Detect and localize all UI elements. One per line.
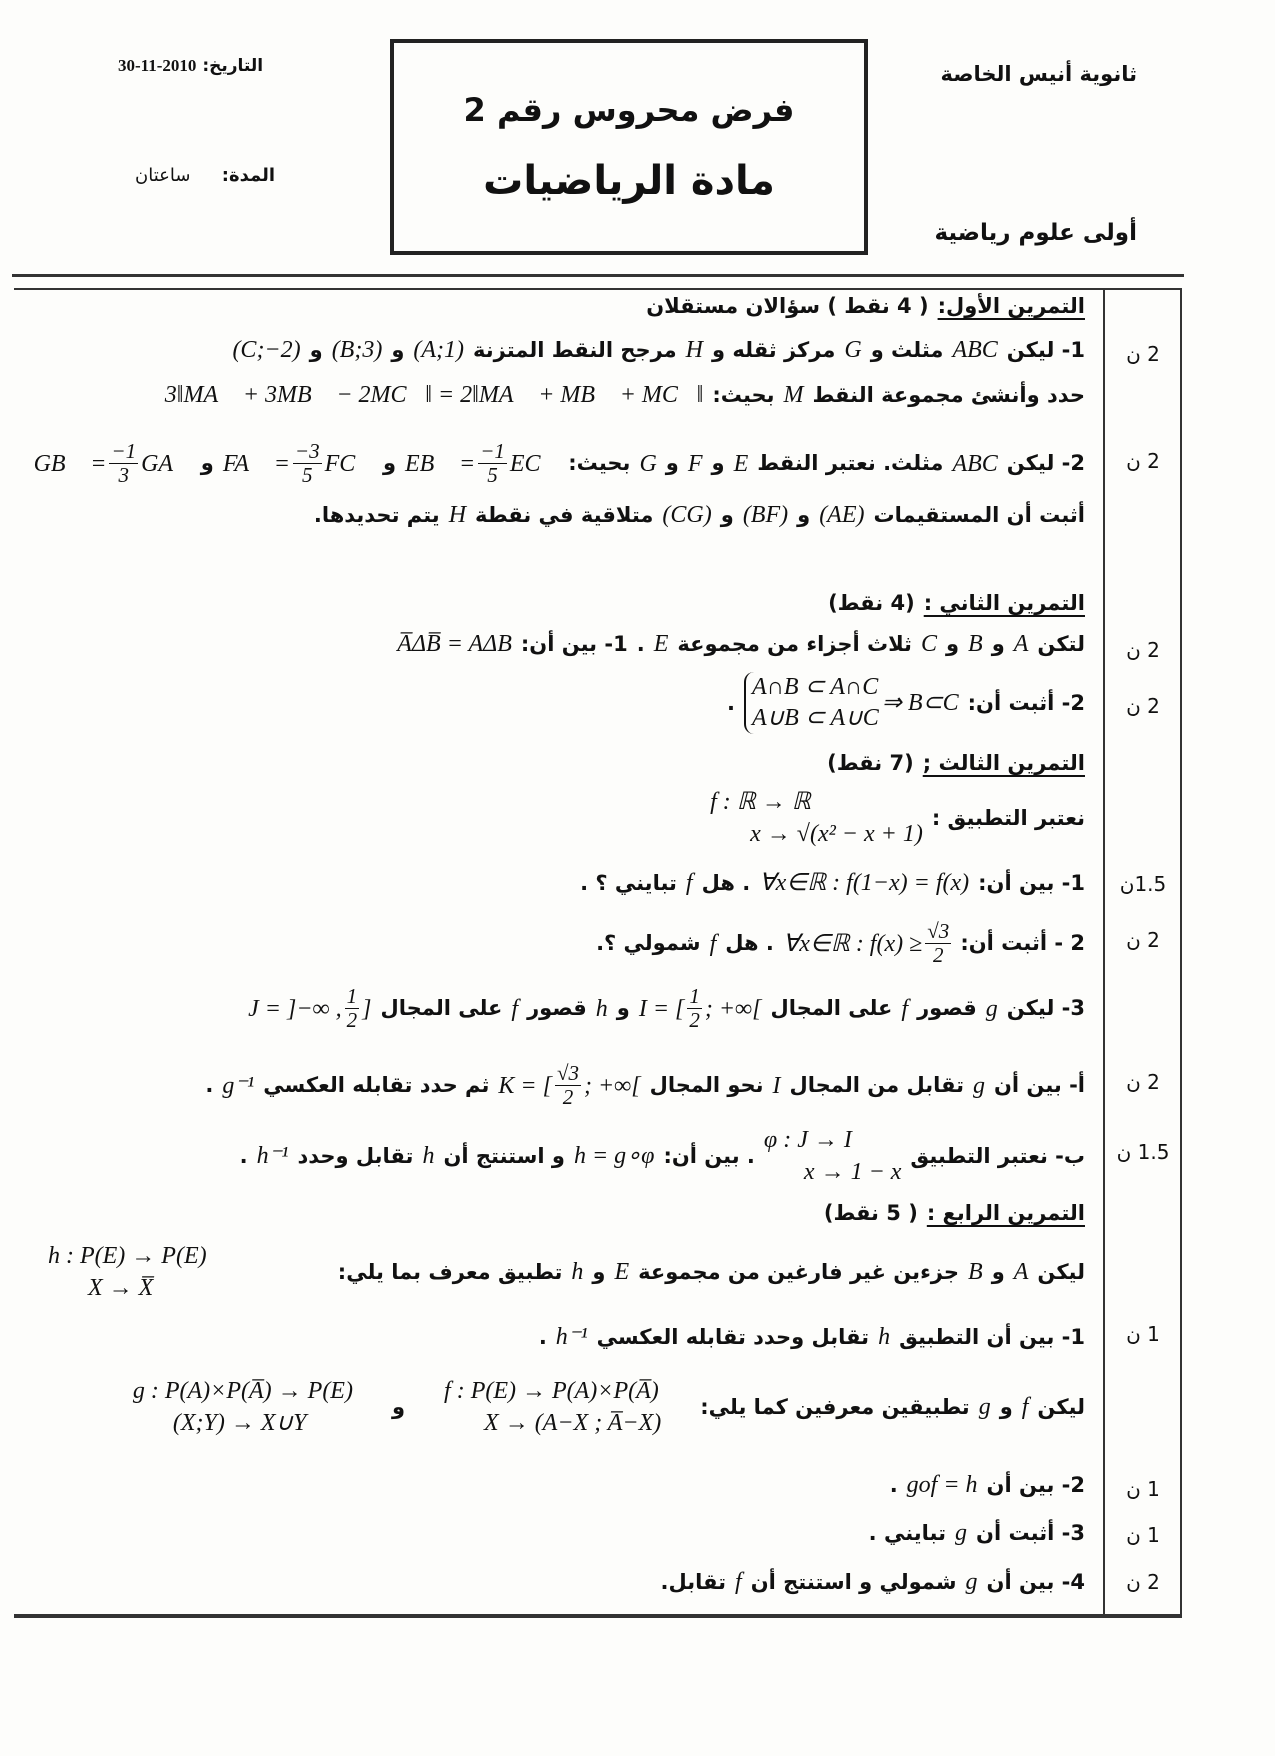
exam-title: فرض محروس رقم 2 [463, 91, 795, 129]
text-segment: لتكن [1037, 631, 1085, 656]
math-expression: (B;3) [331, 337, 383, 363]
text-segment: نحو المجال [649, 1073, 764, 1098]
points-value: 2 ن [1126, 449, 1160, 473]
math-expression: (AE) [819, 502, 865, 528]
exercise-heading: التمرين الرابع : [926, 1201, 1085, 1225]
math-expression: F [687, 450, 703, 477]
text-segment: و [616, 996, 630, 1021]
text-segment: و [665, 451, 679, 476]
denominator: 2 [933, 943, 944, 968]
exam-line [48, 1062, 1085, 1109]
text-segment: تبايني ؟ . [580, 870, 677, 895]
math-term: EC⃗ [509, 450, 560, 477]
mapping-row: g : P(A)×P(A̅) → P(E) [132, 1378, 353, 1404]
math-equation [639, 985, 762, 1032]
mapping-row: X → X̅ [88, 1275, 154, 1302]
math-equation [248, 985, 371, 1032]
text-segment: . [726, 691, 735, 716]
text-segment: مثلث. نعتبر النقط [757, 451, 944, 476]
text-segment: تقابل وحدد تقابله العكسي [596, 1324, 870, 1349]
exam-line [48, 786, 1085, 851]
text-segment: جزءين غير فارغين من مجموعة [638, 1260, 960, 1285]
text-segment: و [991, 1260, 1005, 1285]
exam-line [48, 335, 1085, 365]
function-definition [764, 1124, 902, 1189]
math-expression: ∀x∈ℝ : f(1−x) = f(x) [759, 870, 970, 896]
denominator: 5 [487, 463, 498, 488]
math-term: GA⃗ [141, 450, 192, 477]
frame-bottom [14, 1614, 1182, 1617]
math-expression: E [733, 450, 749, 477]
function-definition [48, 1240, 207, 1305]
text-segment: و [999, 1395, 1013, 1420]
math-equation [34, 440, 192, 487]
fraction [293, 440, 322, 487]
mapping-row: x → √(x² − x + 1) [750, 821, 923, 848]
math-expression: ABC [952, 450, 998, 477]
text-segment: ( 4 نقط ) سؤالان مستقلان [646, 294, 929, 318]
math-term: ; +∞[ [583, 1072, 641, 1099]
math-expression: (C;−2) [232, 337, 301, 363]
mapping-row: X → (A−X ; A̅−X) [484, 1410, 662, 1437]
function-definition [444, 1375, 661, 1440]
header-divider [12, 274, 1184, 277]
text-segment: و [391, 337, 405, 362]
denominator: 2 [689, 1008, 700, 1033]
math-expression: h⁻¹ [256, 1143, 289, 1170]
exam-line [48, 1322, 1085, 1352]
math-equation [744, 672, 959, 734]
title-box [390, 39, 868, 255]
mapping-row: h : P(E) → P(E) [48, 1243, 207, 1269]
math-expression: B [968, 1259, 983, 1286]
mapping-row: f : ℝ → ℝ [710, 789, 811, 815]
exam-line [48, 293, 1085, 319]
text-segment: و [200, 451, 214, 476]
math-expression: h⁻¹ [555, 1324, 588, 1350]
math-expression: (CG) [662, 502, 712, 528]
text-segment: 1- بين أن التطبيق [899, 1324, 1085, 1349]
text-segment: و [797, 502, 811, 527]
numerator: √3 [927, 919, 950, 943]
fraction [109, 440, 138, 487]
text-segment: على المجال [770, 996, 893, 1021]
text-segment: . هل [701, 870, 751, 895]
math-expression: g [978, 1394, 991, 1421]
text-segment: ب- نعتبر التطبيق [910, 1144, 1085, 1169]
text-segment: 1- ليكن [1006, 337, 1085, 362]
math-expression: h [571, 1259, 584, 1286]
math-expression: h [595, 995, 608, 1022]
exam-line [48, 590, 1085, 616]
text-segment: . هل [725, 931, 774, 956]
numerator: −1 [111, 439, 137, 463]
exam-line [48, 1375, 1085, 1440]
exam-line [48, 985, 1085, 1032]
points-value: 2 ن [1126, 1070, 1160, 1094]
math-term: K = [ [498, 1072, 552, 1099]
points-value: 1.5ن [1119, 872, 1167, 896]
text-segment: تقابل وحدد [297, 1144, 414, 1169]
math-expression: 3‖MA⃗ + 3MB⃗ − 2MC⃗‖ = 2‖MA⃗ + MB⃗ + MC⃗‖ [164, 382, 704, 408]
exam-line [48, 380, 1085, 410]
exercise-heading: التمرين الثالث ; [922, 751, 1085, 775]
math-expression: gof = h [906, 1472, 978, 1498]
mapping-row: φ : J → I [763, 1127, 852, 1153]
math-expression: h = g∘φ [573, 1143, 655, 1170]
math-term: GB⃗ = [33, 450, 107, 477]
points-value: 1 ن [1126, 1523, 1160, 1547]
exercise-heading: التمرين الأول: [937, 294, 1085, 318]
text-segment: . [205, 1073, 214, 1098]
denominator: 3 [118, 463, 129, 488]
fraction [478, 440, 507, 487]
points-column-divider [1103, 288, 1105, 1616]
math-expression: h [422, 1143, 435, 1170]
text-segment: (7 نقط) [827, 751, 914, 775]
denominator: 2 [346, 1008, 358, 1033]
text-segment: مركز ثقله و [712, 337, 836, 362]
math-equation [405, 440, 559, 487]
fraction [555, 1062, 581, 1109]
math-expression: G [844, 337, 862, 363]
exam-line [48, 1470, 1085, 1500]
school-name: ثانوية أنيس الخاصة [940, 62, 1137, 86]
text-segment: ثم حدد تقابله العكسي [263, 1073, 490, 1098]
text-segment: تقابل من المجال [789, 1073, 964, 1098]
numerator: −3 [294, 439, 320, 463]
math-term: FA⃗ = [222, 450, 290, 477]
math-expression: A [1013, 1259, 1029, 1286]
duration-value: ساعتان [135, 165, 191, 186]
text-segment: 2 - أثبت أن: [960, 931, 1085, 956]
mapping-row: f : P(E) → P(A)×P(A̅) [444, 1378, 659, 1404]
exam-line [48, 920, 1085, 967]
math-expression: ABC [952, 337, 998, 363]
numerator: 1 [346, 984, 358, 1008]
math-term: I = [ [638, 995, 685, 1022]
math-expression: E [653, 631, 669, 657]
math-expression: g [955, 1520, 968, 1546]
math-term: J = ]−∞ , [248, 995, 342, 1022]
points-value: 1 ن [1126, 1322, 1160, 1346]
text-segment: 2- بين أن [986, 1472, 1085, 1497]
math-expression: E [614, 1259, 630, 1286]
math-expression: M [783, 382, 804, 408]
text-segment: ثلاث أجزاء من مجموعة [677, 631, 912, 656]
text-segment: . [538, 1324, 547, 1349]
math-expression: A [1013, 631, 1029, 657]
math-expression: B [968, 631, 983, 657]
math-expression: G [639, 450, 657, 477]
text-segment: 1- بين أن: [978, 870, 1085, 895]
math-expression: (BF) [742, 502, 789, 528]
text-segment: 2- ليكن [1006, 451, 1085, 476]
math-expression: C [920, 631, 937, 657]
equation-system [744, 672, 879, 734]
exam-line [48, 1240, 1085, 1305]
numerator: −1 [480, 439, 505, 463]
mapping-row: x → 1 − x [803, 1159, 902, 1186]
exam-line [48, 1200, 1085, 1226]
fraction [925, 920, 951, 967]
text-segment: بحيث: [712, 382, 775, 407]
text-segment: حدد وأنشئ مجموعة النقط [812, 382, 1085, 407]
subject-title: مادة الرياضيات [483, 158, 775, 204]
exam-line [48, 629, 1085, 659]
math-expression: g [985, 995, 998, 1022]
math-expression: f [511, 995, 519, 1022]
text-segment: تبايني . [868, 1520, 947, 1545]
function-definition [133, 1375, 353, 1440]
system-row: A∩B ⊂ A∩C [751, 674, 879, 700]
text-segment: 4- بين أن [986, 1569, 1085, 1594]
exam-line [48, 1518, 1085, 1548]
text-segment: شمولي ؟. [596, 931, 701, 956]
points-value: 2 ن [1126, 928, 1160, 952]
class-level: أولى علوم رياضية [934, 220, 1137, 246]
text-segment: تطبيق معرف بما يلي: [337, 1260, 563, 1285]
system-row: A∪B ⊂ A∪C [751, 705, 879, 732]
fraction [687, 985, 702, 1032]
points-value: 2 ن [1126, 638, 1160, 662]
text-segment: و [720, 502, 734, 527]
points-value: 2 ن [1126, 1570, 1160, 1594]
numerator: 1 [689, 984, 700, 1008]
text-segment: ليكن [1037, 1260, 1085, 1285]
text-segment: و استنتج أن [443, 1144, 565, 1169]
text-segment: و [711, 451, 725, 476]
math-term: ] [362, 995, 372, 1022]
text-segment: و [391, 1395, 406, 1420]
math-term: EB⃗ = [405, 450, 476, 477]
text-segment: قصور [527, 996, 587, 1021]
text-segment: أثبت أن المستقيمات [873, 502, 1085, 527]
exam-duration [135, 165, 275, 186]
math-expression: H [448, 502, 467, 528]
text-segment: مثلث و [870, 337, 944, 362]
text-segment: ليكن [1037, 1395, 1085, 1420]
text-segment: تقابل. [660, 1569, 727, 1594]
denominator: 5 [302, 463, 313, 488]
text-segment: متلاقية في نقطة [475, 502, 654, 527]
text-segment: . بين أن: [663, 1144, 755, 1169]
text-segment: (4 نقط) [828, 591, 915, 615]
text-segment: و [592, 1260, 606, 1285]
exam-line [48, 1124, 1085, 1189]
text-segment: . [889, 1472, 898, 1497]
points-value: 2 ن [1126, 342, 1160, 366]
exam-line [33, 439, 1085, 488]
math-expression: f [735, 1569, 742, 1595]
date-label: التاريخ: [202, 56, 264, 76]
math-term: FC⃗ [324, 450, 374, 477]
text-segment: و [382, 451, 396, 476]
math-term: ⇒ B⊂C [881, 690, 959, 717]
math-expression: f [685, 870, 693, 896]
denominator: 2 [562, 1085, 574, 1110]
math-expression: g [972, 1072, 985, 1099]
text-segment: 3- أثبت أن [976, 1520, 1085, 1545]
text-segment: 2- أثبت أن: [967, 691, 1085, 716]
math-expression: f [901, 995, 909, 1022]
math-equation [783, 920, 951, 967]
math-expression: (A;1) [413, 337, 465, 363]
exam-date [118, 56, 263, 76]
text-segment: بحيث: [568, 451, 631, 476]
math-expression: h [878, 1324, 891, 1350]
exam-line [48, 672, 1085, 734]
math-term: ; +∞[ [704, 995, 762, 1022]
mapping-row: (X;Y) → X∪Y [172, 1410, 307, 1437]
text-segment: يتم تحديدها. [313, 502, 440, 527]
exam-line [48, 750, 1085, 776]
text-segment: شمولي و استنتج أن [750, 1569, 957, 1594]
text-segment: نعتبر التطبيق : [931, 806, 1085, 831]
text-segment: 3- ليكن [1006, 996, 1085, 1021]
duration-label: المدة: [221, 165, 276, 186]
text-segment: . [239, 1144, 248, 1169]
math-expression: f [709, 930, 717, 957]
math-expression: g⁻¹ [222, 1072, 255, 1099]
exam-line [48, 500, 1085, 530]
math-equation [223, 440, 374, 487]
exam-line [48, 1567, 1085, 1597]
text-segment: ( 5 نقط) [823, 1201, 918, 1225]
text-segment: قصور [917, 996, 977, 1021]
math-expression: f [1021, 1394, 1029, 1421]
text-segment: . [636, 631, 645, 656]
text-segment: مرجح النقط المتزنة [473, 337, 677, 362]
date-value: 2010-11-30 [118, 56, 197, 75]
exercise-heading: التمرين الثاني : [923, 591, 1085, 615]
text-segment: و [991, 631, 1005, 656]
text-segment: و [945, 631, 960, 656]
text-segment: على المجال [380, 996, 503, 1021]
text-segment: أ- بين أن [993, 1073, 1085, 1098]
math-expression: H [685, 337, 704, 363]
math-expression: g [965, 1569, 978, 1595]
math-equation [498, 1062, 640, 1109]
text-segment: تطبيقين معرفين كما يلي: [700, 1395, 970, 1420]
math-term: ∀x∈ℝ : f(x) ≥ [782, 930, 923, 957]
numerator: √3 [556, 1061, 579, 1085]
math-expression: I [772, 1072, 781, 1099]
text-segment: و [309, 337, 323, 362]
function-definition [710, 786, 923, 851]
points-value: 1 ن [1126, 1477, 1160, 1501]
fraction [345, 985, 360, 1032]
points-value: 2 ن [1126, 694, 1160, 718]
exam-line [48, 868, 1085, 898]
points-value: 1.5 ن [1116, 1140, 1170, 1164]
math-expression: A̅ΔB̅ = AΔB [397, 631, 512, 657]
text-segment: 1- بين أن: [520, 631, 628, 656]
